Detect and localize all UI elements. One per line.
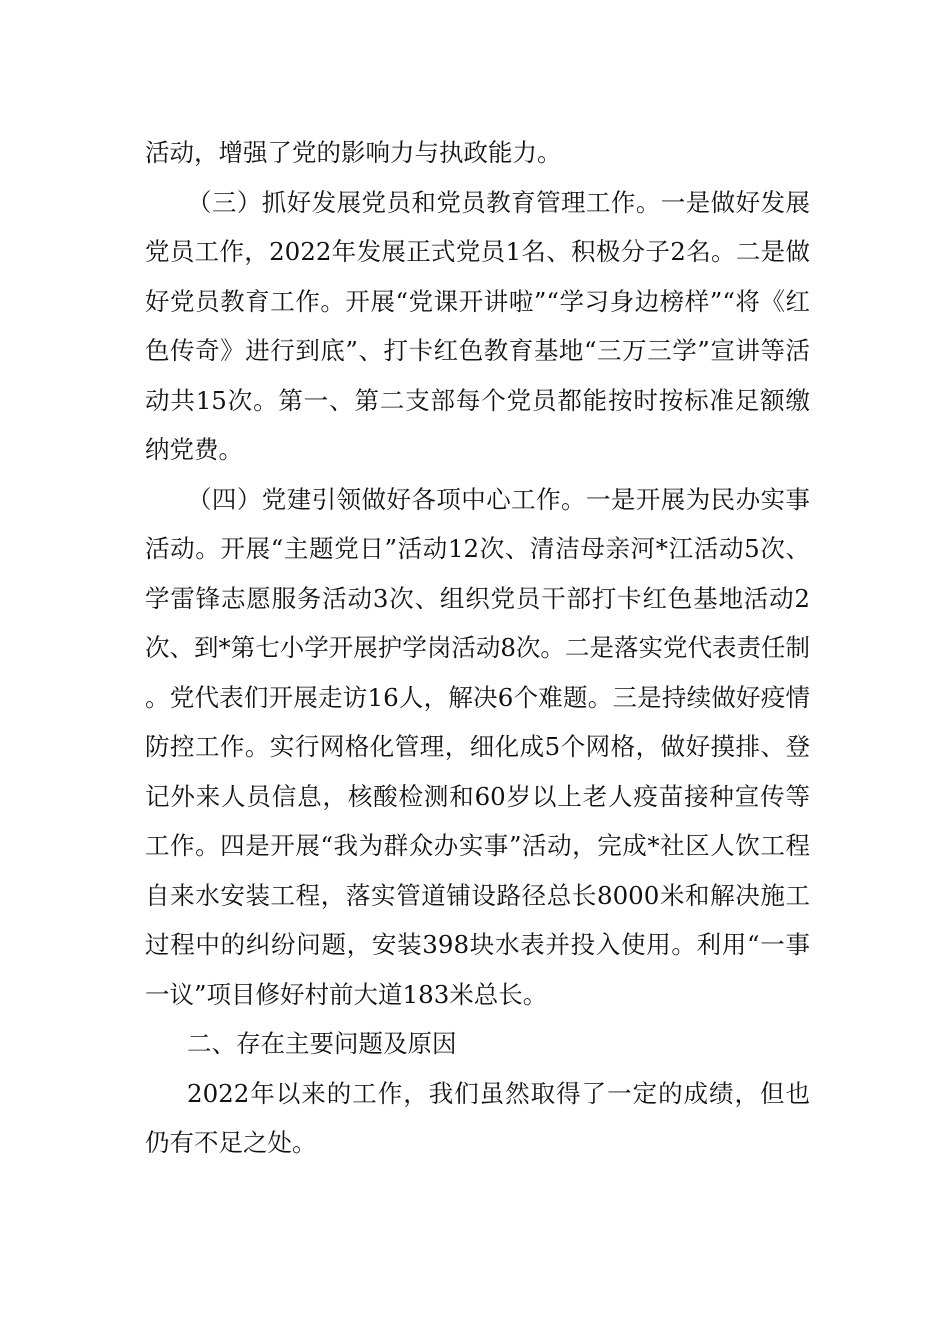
- paragraph-central-work: （四）党建引领做好各项中心工作。一是开展为民办实事活动。开展“主题党日”活动12次、清洁母亲河*江活动5次、学雷锋志愿服务活动3次、组织党员干部打卡红色基地活动2次、到*第七小学开展护学岗活动8次。二是落实党代表责任制。党代表们开展走访16人，解决6个难题。三是持续做好疫情防控工作。实行网格化管理，细化成5个网格，做好摸排、登记外来人员信息，核酸检测和60岁以上老人疫苗接种宣传等工作。四是开展“我为群众办实事”活动，完成*社区人饮工程自来水安装工程，落实管道铺设路径总长8000米和解决施工过程中的纠纷问题，安装398块水表并投入使用。利用“一事一议”项目修好村前大道183米总长。: [145, 484, 810, 1009]
- document-body: [145, 128, 810, 1168]
- section-heading-problems: 二、存在主要问题及原因: [187, 1029, 457, 1058]
- paragraph-party-member-development: （三）抓好发展党员和党员教育管理工作。一是做好发展党员工作，2022年发展正式党员1名、积极分子2名。二是做好党员教育工作。开展“党课开讲啦”“学习身边榜样”“将《红色传奇》进行到底”、打卡红色教育基地“三万三学”宣讲等活动共15次。第一、第二支部每个党员都能按时按标准足额缴纳党费。: [145, 187, 810, 464]
- paragraph-continuation: 活动，增强了党的影响力与执政能力。: [145, 138, 562, 167]
- paragraph-problems-intro: 2022年以来的工作，我们虽然取得了一定的成绩，但也仍有不足之处。: [145, 1078, 810, 1157]
